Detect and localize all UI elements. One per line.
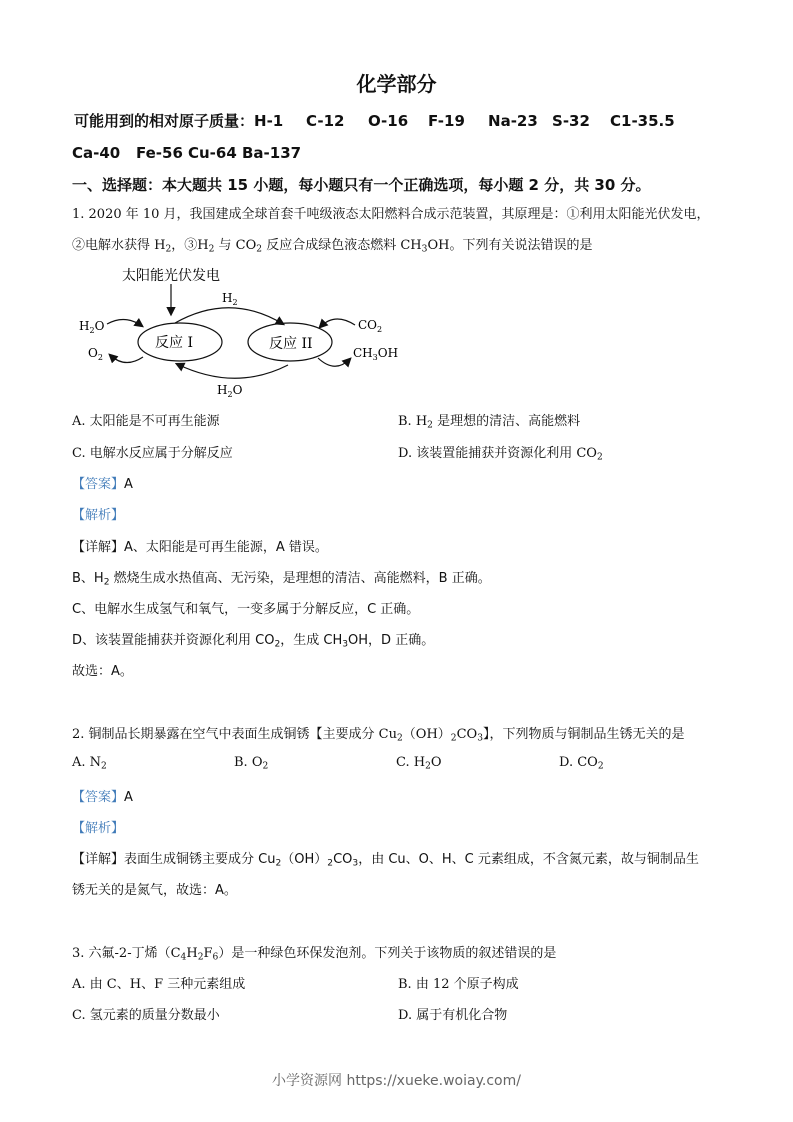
q1-stem-line1: 1. 2020 年 10 月，我国建成全球首套千吨级液态太阳燃料合成示范装置，其原理是：①利用太阳能光伏发电， [72, 207, 710, 222]
atomic-mass-item: F-19 [428, 112, 465, 130]
atomic-mass-row-2 [72, 144, 301, 162]
q3-stem: 3. 六氟-2-丁烯$(C_4H_2F_6)$是一种绿色环保发泡剂。下列关于该物质的叙述错误的是 [72, 946, 557, 963]
q2-analysis-label: 【解析】 [72, 821, 125, 836]
o2-out-arrow [110, 355, 143, 363]
atomic-mass-item: H-1 [254, 112, 284, 130]
atomic-mass-item: Cu-64 [188, 144, 237, 162]
ch3oh-out-arrow [318, 358, 350, 366]
q2-answer: 【答案】A [72, 790, 133, 805]
svg-text:CO2: $CO_2$ [358, 318, 383, 334]
q3-option-b: B. 由 12 个原子构成 [398, 977, 519, 992]
q3-option-a: A. 由 C、H、F 三种元素组成 [72, 977, 246, 992]
svg-text:反应 II: 反应 II [269, 336, 313, 352]
q2-option-b: B. $O_2$ [234, 755, 269, 772]
h2o-return-arrow [177, 364, 288, 378]
svg-text:H2O: $H_2O$ [79, 319, 105, 335]
atomic-mass-row-1 [74, 110, 675, 131]
h2o-in-arrow [107, 319, 142, 326]
q2-option-d: D. $CO_2$ [559, 755, 604, 772]
q2-detail-line: 锈无关的是氮气，故选：A。 [72, 883, 237, 898]
reaction-diagram [70, 262, 410, 402]
q2-option-c: C. $H_2O$ [396, 755, 442, 772]
svg-text:反应 I: 反应 I [155, 335, 193, 351]
atomic-mass-item: C1-35.5 [610, 112, 675, 130]
q1-conclusion: 故选：A。 [72, 664, 133, 679]
q1-option-b: B. $H_2$ 是理想的清洁、高能燃料 [398, 414, 581, 431]
q2-stem: 2. 铜制品长期暴露在空气中表面生成铜锈【主要成分 $Cu_2(OH)_2CO_3$】，下列物质与铜制品生锈无关的是 [72, 727, 685, 744]
q2-detail-line: 【详解】表面生成铜锈主要成分 $Cu_2(OH)_2CO_3$，由 Cu、O、H、C 元素组成，不含氮元素，故与铜制品生 [72, 852, 699, 869]
svg-text:H2: $H_2$ [222, 291, 238, 307]
solar-label: 太阳能光伏发电 [122, 268, 220, 284]
q1-option-d: D. 该装置能捕获并资源化利用 $CO_2$ [398, 446, 603, 463]
h2-arrow [175, 308, 283, 324]
svg-text:CH3OH: $CH_3OH$ [353, 346, 399, 362]
atomic-mass-label: 可能用到的相对原子质量： [74, 112, 255, 130]
q1-detail-line: 【详解】A、太阳能是可再生能源，A 错误。 [72, 540, 328, 555]
atomic-mass-item: C-12 [306, 112, 345, 130]
section-heading: 一、选择题：本大题共 15 小题，每小题只有一个正确选项，每小题 2 分，共 30 分。 [72, 176, 651, 194]
q1-stem-line2: ②电解水获得 $H_2$，$③H_2$ 与 $CO_2$ 反应合成绿色液态燃料 $CH_3OH$。下列有关说法错误的是 [72, 238, 593, 255]
q1-detail-line: B、$H_2$ 燃烧生成水热值高、无污染，是理想的清洁、高能燃料，B 正确。 [72, 571, 491, 588]
atomic-mass-item: Ca-40 [72, 144, 121, 162]
q3-option-c: C. 氢元素的质量分数最小 [72, 1008, 220, 1023]
q1-option-a: A. 太阳能是不可再生能源 [72, 414, 220, 429]
atomic-mass-item: S-32 [552, 112, 590, 130]
q3-option-d: D. 属于有机化合物 [398, 1008, 508, 1023]
atomic-mass-item: Ba-137 [242, 144, 302, 162]
svg-text:H2O: $H_2O$ [217, 383, 243, 399]
q1-option-c: C. 电解水反应属于分解反应 [72, 446, 233, 461]
co2-in-arrow [320, 319, 355, 327]
atomic-mass-item: Fe-56 [136, 144, 183, 162]
q1-answer: 【答案】A [72, 477, 133, 492]
page-title: 化学部分 [356, 72, 437, 96]
q1-detail-line: D、该装置能捕获并资源化利用 $CO_2$，生成 $CH_3OH$，D 正确。 [72, 633, 435, 650]
q2-option-a: A. $N_2$ [72, 755, 107, 772]
q1-detail-line: C、电解水生成氢气和氧气，一变多属于分解反应，C 正确。 [72, 602, 420, 617]
svg-text:O2: $O_2$ [88, 346, 103, 362]
atomic-mass-item: Na-23 [488, 112, 538, 130]
atomic-mass-item: O-16 [368, 112, 409, 130]
footer-watermark: 小学资源网 https://xueke.woiay.com/ [272, 1073, 521, 1089]
q1-analysis-label: 【解析】 [72, 508, 125, 523]
